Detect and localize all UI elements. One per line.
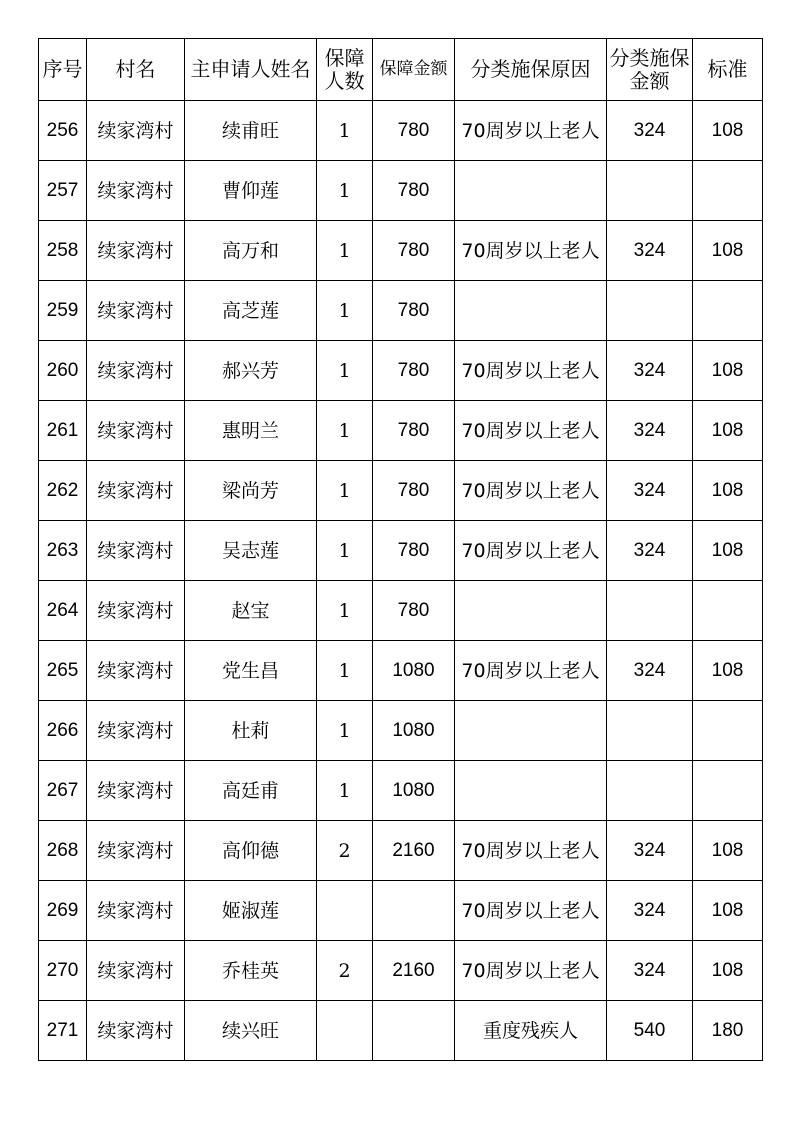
- applicant-name: 高仰德: [185, 821, 317, 881]
- classification-reason: 70周岁以上老人: [455, 221, 607, 281]
- row-number: 267: [39, 761, 87, 821]
- standard-value: [693, 161, 763, 221]
- row-number: 259: [39, 281, 87, 341]
- standard-value: [693, 581, 763, 641]
- village-name: 续家湾村: [87, 281, 185, 341]
- header-class-amount: 分类施保金额: [607, 39, 693, 101]
- assist-amount: 2160: [373, 941, 455, 1001]
- person-count: 1: [317, 161, 373, 221]
- standard-value: 108: [693, 101, 763, 161]
- person-count: 1: [317, 761, 373, 821]
- header-standard: 标准: [693, 39, 763, 101]
- village-name: 续家湾村: [87, 881, 185, 941]
- assist-amount: [373, 1001, 455, 1061]
- table-row: [39, 701, 763, 761]
- table-row: [39, 281, 763, 341]
- village-name: 续家湾村: [87, 161, 185, 221]
- classification-amount: [607, 761, 693, 821]
- person-count: 1: [317, 221, 373, 281]
- standard-value: [693, 281, 763, 341]
- classification-amount: 324: [607, 401, 693, 461]
- classification-amount: [607, 701, 693, 761]
- header-amount: 保障金额: [373, 39, 455, 101]
- assist-amount: 780: [373, 341, 455, 401]
- applicant-name: 梁尚芳: [185, 461, 317, 521]
- classification-amount: [607, 581, 693, 641]
- header-applicant-name: 主申请人姓名: [185, 39, 317, 101]
- table-row: [39, 761, 763, 821]
- applicant-name: 吴志莲: [185, 521, 317, 581]
- classification-reason: 70周岁以上老人: [455, 881, 607, 941]
- table-row: [39, 581, 763, 641]
- applicant-name: 高万和: [185, 221, 317, 281]
- row-number: 269: [39, 881, 87, 941]
- assist-amount: 780: [373, 461, 455, 521]
- person-count: [317, 881, 373, 941]
- row-number: 264: [39, 581, 87, 641]
- table-row: [39, 881, 763, 941]
- person-count: 2: [317, 941, 373, 1001]
- person-count: 1: [317, 641, 373, 701]
- standard-value: 108: [693, 461, 763, 521]
- person-count: 1: [317, 581, 373, 641]
- classification-reason: 70周岁以上老人: [455, 101, 607, 161]
- assist-amount: 2160: [373, 821, 455, 881]
- row-number: 262: [39, 461, 87, 521]
- table-row: [39, 401, 763, 461]
- classification-amount: 324: [607, 941, 693, 1001]
- classification-reason: [455, 581, 607, 641]
- row-number: 270: [39, 941, 87, 1001]
- header-reason: 分类施保原因: [455, 39, 607, 101]
- classification-amount: 324: [607, 341, 693, 401]
- applicant-name: 高芝莲: [185, 281, 317, 341]
- classification-reason: [455, 701, 607, 761]
- person-count: 1: [317, 281, 373, 341]
- village-name: 续家湾村: [87, 701, 185, 761]
- person-count: 2: [317, 821, 373, 881]
- classification-reason: 重度残疾人: [455, 1001, 607, 1061]
- table-row: [39, 1001, 763, 1061]
- assist-amount: 780: [373, 521, 455, 581]
- applicant-name: 曹仰莲: [185, 161, 317, 221]
- village-name: 续家湾村: [87, 1001, 185, 1061]
- standard-value: 108: [693, 401, 763, 461]
- assistance-table: [38, 38, 763, 1061]
- applicant-name: 乔桂英: [185, 941, 317, 1001]
- applicant-name: 党生昌: [185, 641, 317, 701]
- classification-reason: [455, 761, 607, 821]
- classification-reason: 70周岁以上老人: [455, 521, 607, 581]
- row-number: 268: [39, 821, 87, 881]
- row-number: 263: [39, 521, 87, 581]
- table-row: [39, 821, 763, 881]
- table-row: [39, 461, 763, 521]
- header-village: 村名: [87, 39, 185, 101]
- applicant-name: 惠明兰: [185, 401, 317, 461]
- row-number: 258: [39, 221, 87, 281]
- classification-amount: 324: [607, 101, 693, 161]
- assist-amount: 780: [373, 161, 455, 221]
- standard-value: 108: [693, 821, 763, 881]
- classification-amount: [607, 281, 693, 341]
- row-number: 256: [39, 101, 87, 161]
- person-count: [317, 1001, 373, 1061]
- village-name: 续家湾村: [87, 761, 185, 821]
- table-row: [39, 521, 763, 581]
- village-name: 续家湾村: [87, 641, 185, 701]
- assist-amount: 1080: [373, 761, 455, 821]
- applicant-name: 高廷甫: [185, 761, 317, 821]
- applicant-name: 姬淑莲: [185, 881, 317, 941]
- standard-value: 180: [693, 1001, 763, 1061]
- village-name: 续家湾村: [87, 581, 185, 641]
- standard-value: 108: [693, 221, 763, 281]
- standard-value: 108: [693, 341, 763, 401]
- table-row: [39, 101, 763, 161]
- person-count: 1: [317, 521, 373, 581]
- header-count: 保障人数: [317, 39, 373, 101]
- classification-reason: 70周岁以上老人: [455, 341, 607, 401]
- village-name: 续家湾村: [87, 821, 185, 881]
- classification-reason: [455, 281, 607, 341]
- row-number: 271: [39, 1001, 87, 1061]
- village-name: 续家湾村: [87, 401, 185, 461]
- applicant-name: 杜莉: [185, 701, 317, 761]
- village-name: 续家湾村: [87, 221, 185, 281]
- table-row: [39, 941, 763, 1001]
- table-row: [39, 641, 763, 701]
- classification-reason: 70周岁以上老人: [455, 641, 607, 701]
- classification-amount: 324: [607, 521, 693, 581]
- row-number: 260: [39, 341, 87, 401]
- assist-amount: 780: [373, 281, 455, 341]
- applicant-name: 郝兴芳: [185, 341, 317, 401]
- classification-amount: 324: [607, 221, 693, 281]
- person-count: 1: [317, 101, 373, 161]
- classification-amount: 324: [607, 821, 693, 881]
- village-name: 续家湾村: [87, 941, 185, 1001]
- person-count: 1: [317, 401, 373, 461]
- classification-amount: 540: [607, 1001, 693, 1061]
- header-no: 序号: [39, 39, 87, 101]
- classification-amount: 324: [607, 461, 693, 521]
- table-row: [39, 221, 763, 281]
- standard-value: 108: [693, 941, 763, 1001]
- standard-value: 108: [693, 881, 763, 941]
- row-number: 265: [39, 641, 87, 701]
- assist-amount: 1080: [373, 701, 455, 761]
- assist-amount: 1080: [373, 641, 455, 701]
- assist-amount: 780: [373, 101, 455, 161]
- classification-reason: 70周岁以上老人: [455, 821, 607, 881]
- village-name: 续家湾村: [87, 521, 185, 581]
- village-name: 续家湾村: [87, 101, 185, 161]
- standard-value: [693, 701, 763, 761]
- classification-reason: 70周岁以上老人: [455, 401, 607, 461]
- person-count: 1: [317, 701, 373, 761]
- applicant-name: 续甫旺: [185, 101, 317, 161]
- header-row: [39, 39, 763, 101]
- standard-value: [693, 761, 763, 821]
- table-row: [39, 161, 763, 221]
- assist-amount: 780: [373, 221, 455, 281]
- classification-reason: [455, 161, 607, 221]
- village-name: 续家湾村: [87, 341, 185, 401]
- row-number: 266: [39, 701, 87, 761]
- classification-amount: [607, 161, 693, 221]
- classification-reason: 70周岁以上老人: [455, 941, 607, 1001]
- standard-value: 108: [693, 641, 763, 701]
- classification-amount: 324: [607, 881, 693, 941]
- person-count: 1: [317, 341, 373, 401]
- applicant-name: 续兴旺: [185, 1001, 317, 1061]
- village-name: 续家湾村: [87, 461, 185, 521]
- row-number: 257: [39, 161, 87, 221]
- classification-reason: 70周岁以上老人: [455, 461, 607, 521]
- table-row: [39, 341, 763, 401]
- classification-amount: 324: [607, 641, 693, 701]
- assist-amount: 780: [373, 581, 455, 641]
- applicant-name: 赵宝: [185, 581, 317, 641]
- assist-amount: [373, 881, 455, 941]
- row-number: 261: [39, 401, 87, 461]
- assist-amount: 780: [373, 401, 455, 461]
- person-count: 1: [317, 461, 373, 521]
- standard-value: 108: [693, 521, 763, 581]
